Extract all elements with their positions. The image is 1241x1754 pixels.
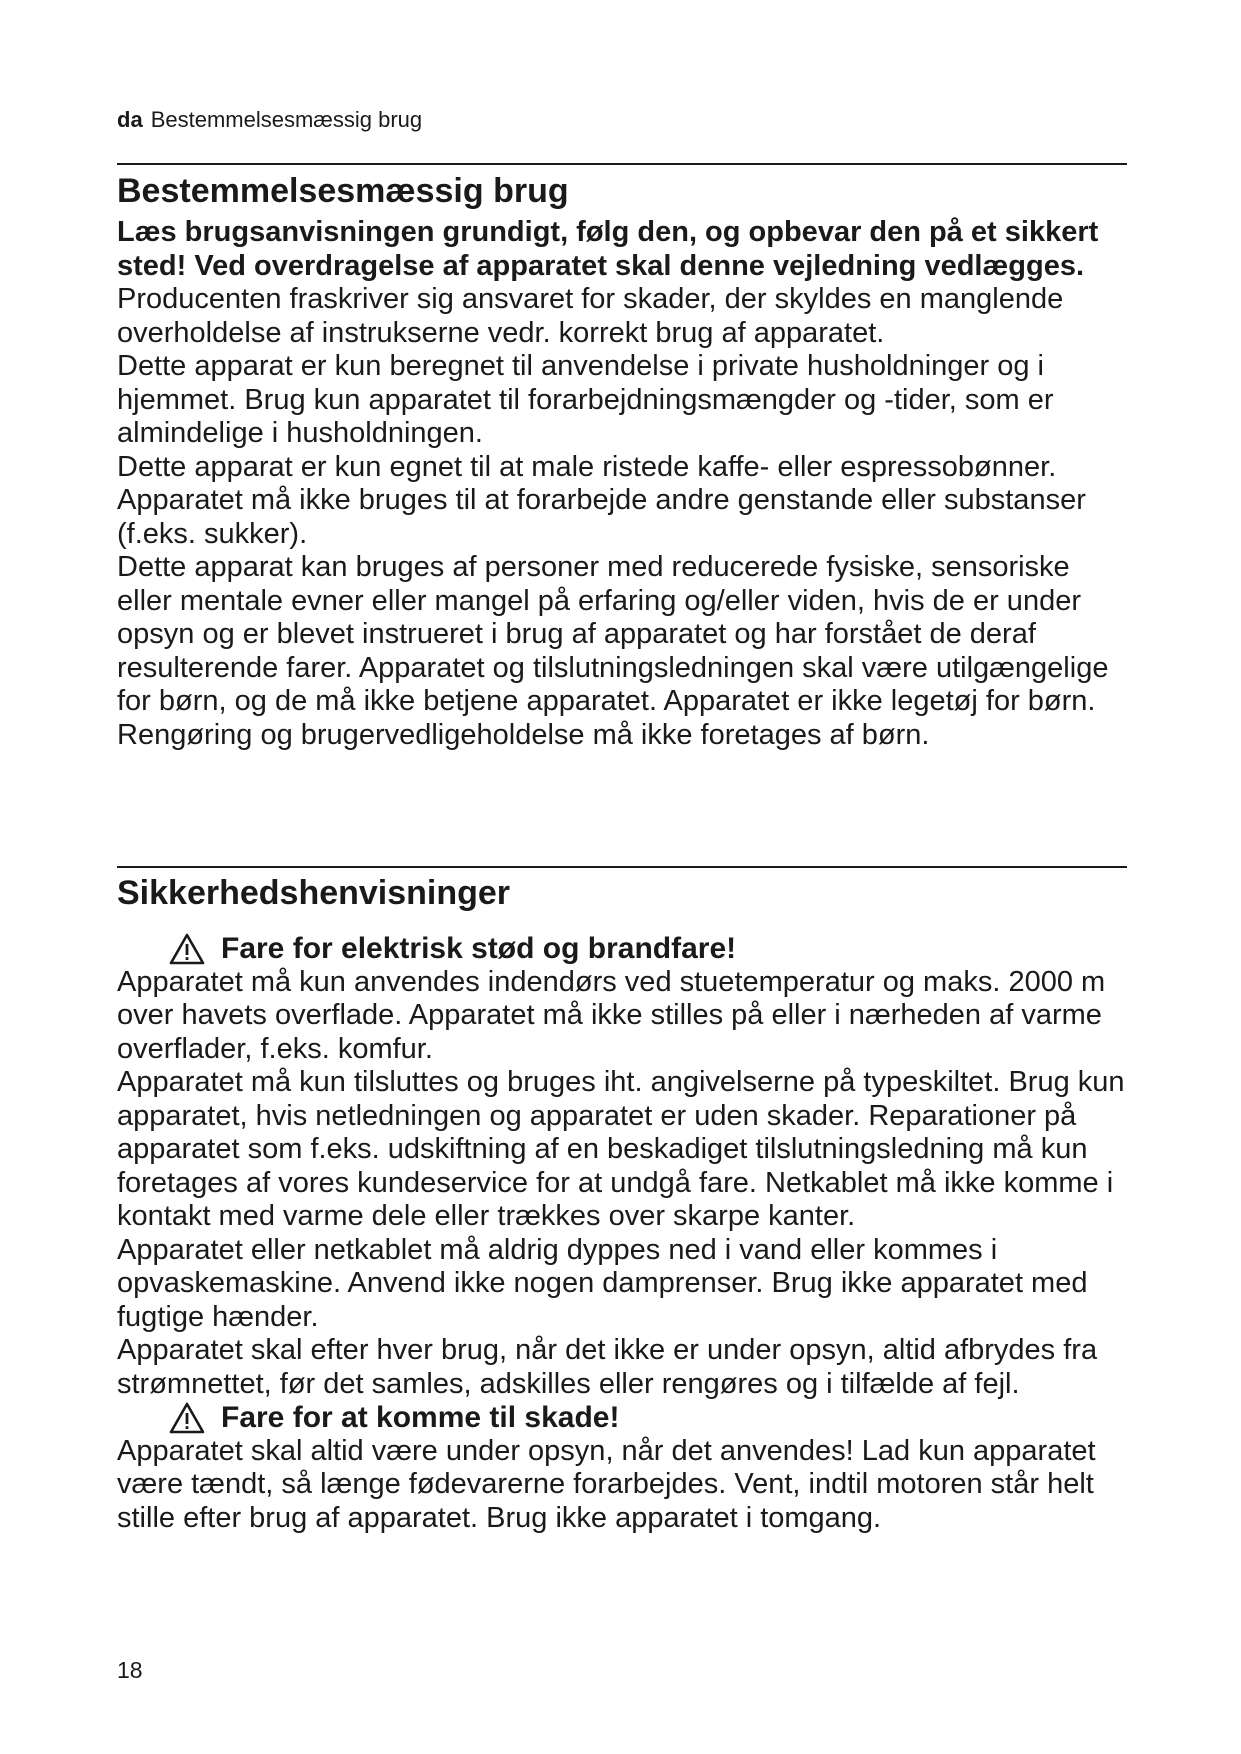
section-divider: [117, 866, 1127, 868]
paragraph: Dette apparat er kun egnet til at male ristede kaffe- eller espressobønner. Apparatet må ikke bruges til at forarbejde andre genstande eller substanser (f.eks. sukker).: [117, 450, 1086, 550]
warning-heading: Fare for elektrisk stød og brandfare!: [221, 932, 737, 965]
warning-triangle-icon: [169, 933, 205, 965]
header-section-title: Bestemmelsesmæssig brug: [150, 107, 423, 132]
warning-triangle-icon: [169, 1402, 205, 1434]
warning-heading: Fare for at komme til skade!: [221, 1401, 620, 1434]
section-divider: [117, 163, 1127, 165]
paragraph: Apparatet må kun tilsluttes og bruges iht. angivelserne på typeskiltet. Brug kun apparatet, hvis netledningen og apparatet er uden skader. Reparationer på apparatet som f.eks. udskiftning af en beskadiget tilslutningsledning må kun foretages af vores kundeservice for at undgå fare. Netkablet må ikke komme i kontakt med varme dele eller trækkes over skarpe kanter.: [117, 1066, 1125, 1232]
page-number: 18: [117, 1657, 143, 1683]
section-title-intended-use: Bestemmelsesmæssig brug: [117, 172, 569, 210]
warning-electric-shock: [117, 932, 1127, 966]
paragraph: Dette apparat er kun beregnet til anvendelse i private husholdninger og i hjemmet. Brug kun apparatet til forarbejdningsmængder og -tider, som er almindelige i husholdningen.: [117, 350, 1054, 449]
paragraph: Dette apparat kan bruges af personer med reducerede fysiske, sensoriske eller mentale evner eller mangel på erfaring og/eller viden, hvis de er under opsyn og er blevet instrueret i brug af apparatet og har forstået de deraf resulterende farer. Apparatet og tilslutningsledningen skal være utilgængelige for børn, og de må ikke betjene apparatet. Apparatet er ikke legetøj for børn. Rengøring og brugervedligeholdelse må ikke foretages af børn.: [117, 551, 1109, 751]
intended-use-body: [117, 216, 1127, 752]
warning-injury: [117, 1401, 1127, 1435]
paragraph: Apparatet skal efter hver brug, når det ikke er under opsyn, altid afbrydes fra strømnettet, før det samles, adskilles eller rengøres og i tilfælde af fejl.: [117, 1334, 1098, 1400]
language-code: da: [117, 107, 143, 132]
running-header: [117, 107, 422, 133]
paragraph: Apparatet eller netkablet må aldrig dyppes ned i vand eller kommes i opvaskemaskine. Anvend ikke nogen damprenser. Brug ikke apparatet med fugtige hænder.: [117, 1233, 1088, 1333]
section-title-safety: Sikkerhedshenvisninger: [117, 874, 511, 912]
paragraph: Apparatet må kun anvendes indendørs ved stuetemperatur og maks. 2000 m over havets overflade. Apparatet må ikke stilles på eller i nærheden af varme overflader, f.eks. komfur.: [117, 965, 1106, 1065]
safety-body: [117, 932, 1127, 1535]
lead-paragraph: Læs brugsanvisningen grundigt, følg den, og opbevar den på et sikkert sted! Ved overdragelse af apparatet skal denne vejledning vedlægges.: [117, 216, 1099, 282]
paragraph: Producenten fraskriver sig ansvaret for skader, der skyldes en manglende overholdelse af instrukserne vedr. korrekt brug af apparatet.: [117, 283, 1064, 349]
paragraph: Apparatet skal altid være under opsyn, når det anvendes! Lad kun apparatet være tændt, så længe fødevarerne forarbejdes. Vent, indtil motoren står helt stille efter brug af apparatet. Brug ikke apparatet i tomgang.: [117, 1434, 1096, 1534]
